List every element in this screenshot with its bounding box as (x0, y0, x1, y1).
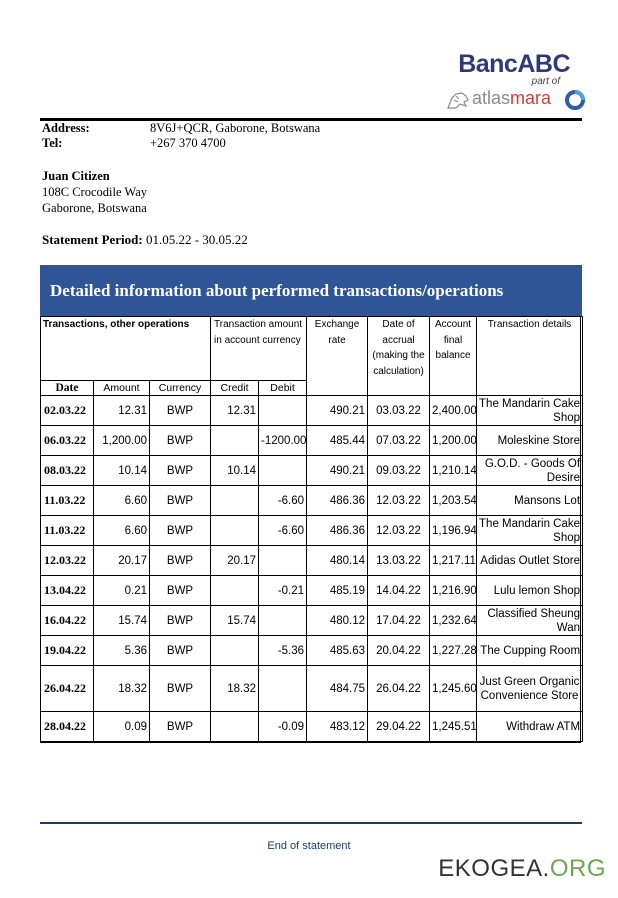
cell-debit: -6.60 (259, 486, 307, 516)
logo-mara-text: mara (510, 88, 552, 108)
cell-accrual: 17.04.22 (368, 606, 430, 636)
cell-credit: 15.74 (211, 606, 259, 636)
table-row (41, 396, 583, 426)
logo-part-of: part of (531, 76, 560, 87)
cell-debit (259, 546, 307, 576)
cell-debit: -0.21 (259, 576, 307, 606)
cell-debit: -6.60 (259, 516, 307, 546)
table-row (41, 636, 583, 666)
header-exchange-rate: Exchange rate (307, 317, 368, 396)
cell-details: Classified Sheung Wan (477, 606, 583, 636)
logo-atlas-text: atlas (472, 88, 511, 108)
cell-date: 11.03.22 (41, 516, 94, 546)
ring-icon (564, 89, 586, 111)
cell-rate: 486.36 (307, 516, 368, 546)
cell-credit (211, 712, 259, 742)
cell-accrual: 07.03.22 (368, 426, 430, 456)
cell-date: 02.03.22 (41, 396, 94, 426)
table-row (41, 516, 583, 546)
transactions-table (40, 316, 583, 742)
cell-date: 11.03.22 (41, 486, 94, 516)
transactions-banner: Detailed information about performed transactions/operations (40, 265, 582, 316)
cell-rate: 485.63 (307, 636, 368, 666)
statement-period-label: Statement Period: (42, 232, 143, 247)
header-credit: Credit (211, 381, 259, 396)
cell-balance: 1,200.00 (430, 426, 477, 456)
cell-currency: BWP (150, 636, 211, 666)
bank-address-block (42, 121, 320, 151)
cell-date: 19.04.22 (41, 636, 94, 666)
header-debit: Debit (259, 381, 307, 396)
cell-currency: BWP (150, 396, 211, 426)
table-row (41, 576, 583, 606)
cell-details: Mansons Lot (477, 486, 583, 516)
address-label: Address: (42, 121, 90, 135)
header-final-balance: Account final balance (430, 317, 477, 396)
logo-brand: BancABC (458, 50, 570, 78)
cell-balance: 1,203.54 (430, 486, 477, 516)
cell-rate: 484.75 (307, 666, 368, 712)
cell-credit: 20.17 (211, 546, 259, 576)
cell-rate: 490.21 (307, 456, 368, 486)
cell-credit: 18.32 (211, 666, 259, 712)
cell-debit: -5.36 (259, 636, 307, 666)
cell-amount: 10.14 (94, 456, 150, 486)
cell-credit (211, 516, 259, 546)
cell-amount: 15.74 (94, 606, 150, 636)
cell-amount: 0.21 (94, 576, 150, 606)
cell-currency: BWP (150, 486, 211, 516)
cell-rate: 480.12 (307, 606, 368, 636)
tel-label: Tel: (42, 136, 63, 150)
cell-credit (211, 576, 259, 606)
cell-currency: BWP (150, 516, 211, 546)
watermark-part2: ORG (549, 855, 606, 882)
cell-details: The Cupping Room (477, 636, 583, 666)
cell-debit: -0.09 (259, 712, 307, 742)
cell-rate: 490.21 (307, 396, 368, 426)
statement-period-value: 01.05.22 - 30.05.22 (145, 232, 248, 247)
customer-block (42, 168, 147, 216)
cell-date: 12.03.22 (41, 546, 94, 576)
bancabc-logo (440, 50, 590, 120)
watermark (438, 855, 606, 883)
cell-details: Lulu lemon Shop (477, 576, 583, 606)
cell-balance: 1,227.28 (430, 636, 477, 666)
cell-accrual: 14.04.22 (368, 576, 430, 606)
cell-accrual: 20.04.22 (368, 636, 430, 666)
table-row (41, 426, 583, 456)
cell-date: 16.04.22 (41, 606, 94, 636)
watermark-part1: EKOGEA. (438, 855, 550, 882)
footer-divider (40, 822, 582, 824)
table-row (41, 666, 583, 712)
header-currency: Currency (150, 381, 211, 396)
header-amount: Amount (94, 381, 150, 396)
cell-balance: 1,216.90 (430, 576, 477, 606)
cell-amount: 0.09 (94, 712, 150, 742)
cell-balance: 1,245.51 (430, 712, 477, 742)
cell-debit: -1200.00 (259, 426, 307, 456)
cell-debit (259, 606, 307, 636)
customer-name: Juan Citizen (42, 169, 110, 183)
tel-value: +267 370 4700 (150, 136, 226, 150)
cell-credit (211, 486, 259, 516)
cell-rate: 485.44 (307, 426, 368, 456)
cell-balance: 2,400.00 (430, 396, 477, 426)
cell-rate: 480.14 (307, 546, 368, 576)
cell-rate: 486.36 (307, 486, 368, 516)
cell-date: 13.04.22 (41, 576, 94, 606)
table-row (41, 456, 583, 486)
header-date-of-accrual: Date of accrual (making the calculation) (368, 317, 430, 396)
cell-currency: BWP (150, 426, 211, 456)
header-transaction-amount: Transaction amount in account currency (211, 317, 307, 381)
cell-details: The Mandarin Cake Shop (477, 516, 583, 546)
cell-currency: BWP (150, 546, 211, 576)
cell-amount: 5.36 (94, 636, 150, 666)
cell-date: 06.03.22 (41, 426, 94, 456)
table-row (41, 712, 583, 742)
cell-accrual: 12.03.22 (368, 486, 430, 516)
cell-details: The Mandarin Cake Shop (477, 396, 583, 426)
cell-amount: 1,200.00 (94, 426, 150, 456)
cell-rate: 483.12 (307, 712, 368, 742)
cell-date: 08.03.22 (41, 456, 94, 486)
atlasmara-logo (446, 88, 586, 112)
cell-details: Moleskine Store (477, 426, 583, 456)
address-value: 8V6J+QCR, Gaborone, Botswana (150, 121, 321, 135)
header-date: Date (41, 381, 94, 396)
cell-accrual: 12.03.22 (368, 516, 430, 546)
cell-amount: 20.17 (94, 546, 150, 576)
cell-balance: 1,232.64 (430, 606, 477, 636)
cell-credit (211, 426, 259, 456)
cell-amount: 18.32 (94, 666, 150, 712)
cell-balance: 1,245.60 (430, 666, 477, 712)
cell-debit (259, 396, 307, 426)
cell-amount: 6.60 (94, 486, 150, 516)
cell-details: Adidas Outlet Store (477, 546, 583, 576)
cell-accrual: 26.04.22 (368, 666, 430, 712)
cell-rate: 485.19 (307, 576, 368, 606)
cell-currency: BWP (150, 456, 211, 486)
cell-details: Just Green Organic Convenience Store (477, 666, 583, 712)
table-row (41, 606, 583, 636)
cell-currency: BWP (150, 712, 211, 742)
customer-address-line1: 108C Crocodile Way (42, 185, 147, 199)
lion-icon (446, 90, 470, 110)
end-of-statement: End of statement (267, 840, 351, 852)
cell-accrual: 03.03.22 (368, 396, 430, 426)
cell-accrual: 29.04.22 (368, 712, 430, 742)
cell-date: 28.04.22 (41, 712, 94, 742)
cell-currency: BWP (150, 666, 211, 712)
table-row (41, 486, 583, 516)
cell-amount: 12.31 (94, 396, 150, 426)
group-header-transactions: Transactions, other operations (41, 317, 211, 381)
cell-balance: 1,210.14 (430, 456, 477, 486)
cell-debit (259, 456, 307, 486)
header-transaction-details: Transaction details (477, 317, 583, 396)
customer-address-line2: Gaborone, Botswana (42, 201, 147, 215)
statement-period (42, 232, 248, 248)
cell-debit (259, 666, 307, 712)
cell-currency: BWP (150, 576, 211, 606)
cell-balance: 1,196.94 (430, 516, 477, 546)
cell-credit: 10.14 (211, 456, 259, 486)
cell-details: G.O.D. - Goods Of Desire (477, 456, 583, 486)
cell-accrual: 09.03.22 (368, 456, 430, 486)
cell-credit (211, 636, 259, 666)
cell-credit: 12.31 (211, 396, 259, 426)
cell-balance: 1,217.11 (430, 546, 477, 576)
cell-date: 26.04.22 (41, 666, 94, 712)
cell-currency: BWP (150, 606, 211, 636)
cell-details: Withdraw ATM (477, 712, 583, 742)
cell-accrual: 13.03.22 (368, 546, 430, 576)
table-row (41, 546, 583, 576)
cell-amount: 6.60 (94, 516, 150, 546)
